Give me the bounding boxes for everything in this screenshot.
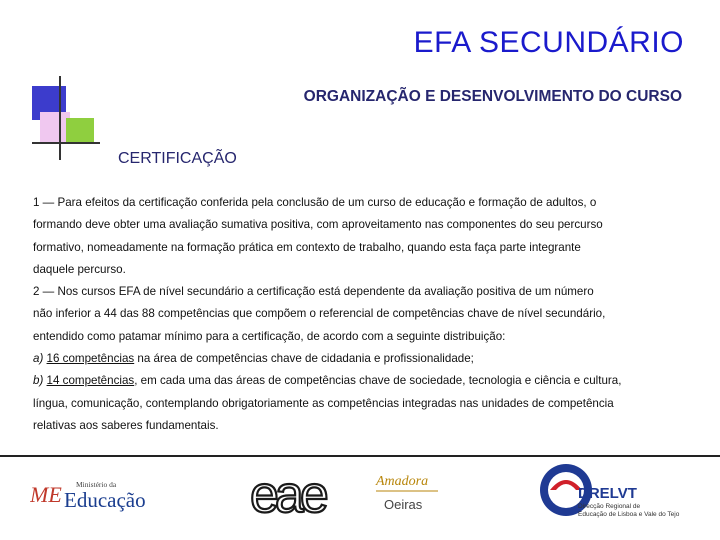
item-b-link[interactable]: 14 competências xyxy=(46,374,135,388)
paragraph-1-line-2 xyxy=(33,214,693,236)
drelvt-line-1: Direcção Regional de xyxy=(578,503,641,510)
decor-vertical-line xyxy=(59,76,61,160)
decor-horizontal-line xyxy=(32,142,100,144)
text-run: formando deve obter uma avaliação sumativa positiva xyxy=(33,218,311,232)
eae-logo-top: Amadora xyxy=(376,474,429,489)
paragraph-2-line-2 xyxy=(33,303,693,325)
item-a-link[interactable]: 16 competências xyxy=(46,352,135,366)
body-text xyxy=(33,192,693,437)
text-run: das 88 competências que compõem o referencial de competências chave de nível secundário, xyxy=(116,307,606,321)
text-run: sociedade, tecnologia e ciência e cultura, xyxy=(409,374,622,388)
text-run: não inferior a 44 xyxy=(33,307,117,321)
drelvt-line-2: Educação de Lisboa e Vale do Tejo xyxy=(578,511,680,518)
me-logo-mark: ME xyxy=(30,482,62,507)
decor-square-green xyxy=(66,118,94,144)
text-run: , contemplando obrigatoriamente as competências integradas nas unidades de competência xyxy=(139,396,614,410)
ministerio-educacao-logo xyxy=(30,476,160,512)
drelvt-logo xyxy=(536,460,696,520)
text-run: , quando esta faça parte integrante xyxy=(400,240,581,254)
paragraph-1-line-3 xyxy=(33,237,693,259)
footer-divider xyxy=(0,455,720,457)
paragraph-1-line-4: daquele percurso. xyxy=(33,262,126,276)
item-b xyxy=(33,370,693,392)
text-run: formativo, nomeadamente na formação prática em contexto de trabalho xyxy=(33,240,401,254)
eae-logo-mark: eae xyxy=(250,466,325,520)
text-run: língua, comunicação xyxy=(33,396,140,410)
paragraph-2-line-3: entendido como patamar mínimo para a certificação, de acordo com a seguinte distribuição: xyxy=(33,329,506,343)
eae-amadora-oeiras-logo xyxy=(250,464,440,520)
me-logo-big: Educação xyxy=(64,488,146,512)
text-run: na área de competências chave de xyxy=(134,352,322,366)
item-b-line-2 xyxy=(33,393,693,415)
item-a xyxy=(33,348,693,370)
item-b-line-3: relativas aos saberes fundamentais. xyxy=(33,418,219,432)
text-run: 1 — Para efeitos da certificação xyxy=(33,196,198,209)
me-logo-small: Ministério da xyxy=(76,480,117,489)
text-run: cidadania e profissionalidade xyxy=(321,352,471,366)
text-run: conferida pela conclusão de um curso de educação e formação de adultos, o xyxy=(197,196,597,209)
page-subtitle: ORGANIZAÇÃO E DESENVOLVIMENTO DO CURSO xyxy=(303,88,682,105)
text-run: ; xyxy=(470,352,474,366)
paragraph-2-line-1: 2 — Nos cursos EFA de nível secundário a certificação está dependente da avaliação positiva de um número xyxy=(33,285,594,299)
page-title: EFA SECUNDÁRIO xyxy=(413,26,684,59)
paragraph-1-line-1 xyxy=(33,192,693,214)
item-a-prefix: a) xyxy=(33,352,44,366)
drelvt-title: DRELVT xyxy=(578,485,637,502)
text-run: , com aproveitamento nas componentes do seu percurso xyxy=(310,218,603,232)
section-heading: CERTIFICAÇÃO xyxy=(118,150,237,167)
item-b-prefix: b) xyxy=(33,374,44,388)
text-run: , em cada uma das áreas de competências chave de xyxy=(134,374,410,388)
eae-logo-bottom: Oeiras xyxy=(384,497,423,512)
